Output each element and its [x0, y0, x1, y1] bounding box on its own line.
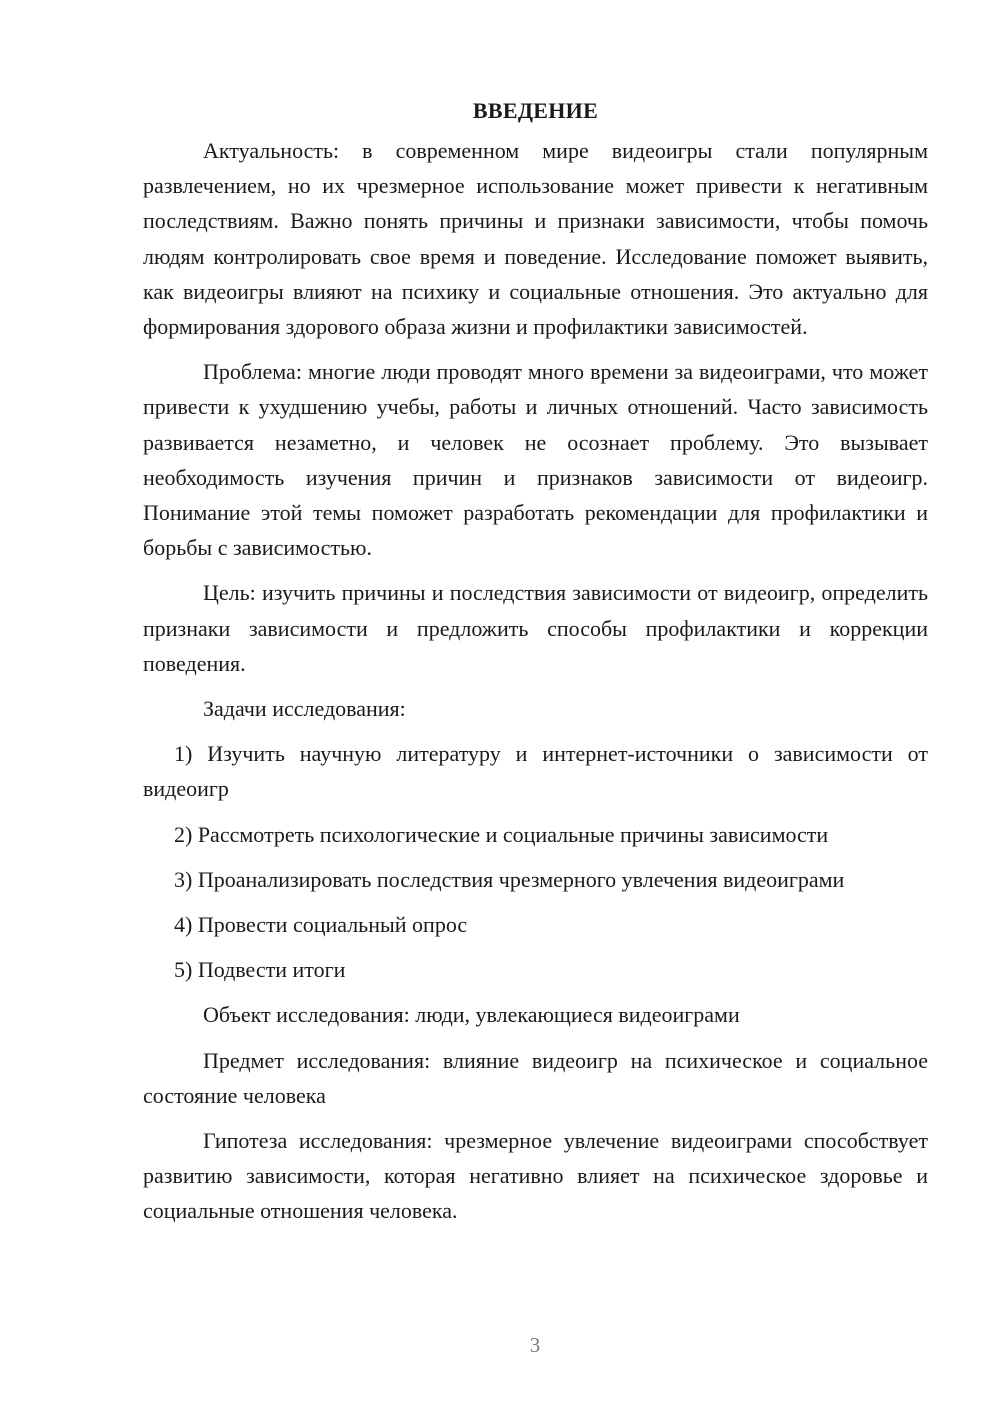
- page-number: 3: [529, 1333, 541, 1357]
- research-hypothesis: Гипотеза исследования: чрезмерное увлечение видеоиграми способствует развитию зависимости, которая негативно влияет на психическое здоровье и социальные отношения человека.: [143, 1128, 928, 1224]
- goal-paragraph: Цель: изучить причины и последствия зависимости от видеоигр, определить признаки зависимости и предложить способы профилактики и коррекции поведения.: [143, 580, 928, 676]
- document-page: [143, 95, 928, 1239]
- problem-paragraph: Проблема: многие люди проводят много времени за видеоиграми, что может привести к ухудшению учебы, работы и личных отношений. Часто зависимость развивается незаметно, и человек не осознает проблему. Это вызывает необходимость изучения причин и признаков зависимости от видеоигр. Понимание этой темы поможет разработать рекомендации для профилактики и борьбы с зависимостью.: [143, 359, 928, 561]
- task-item: 5) Подвести итоги: [174, 957, 346, 983]
- tasks-heading: Задачи исследования:: [203, 696, 406, 722]
- section-title: ВВЕДЕНИЕ: [472, 98, 599, 123]
- task-item: 4) Провести социальный опрос: [174, 912, 468, 938]
- task-item: 3) Проанализировать последствия чрезмерного увлечения видеоиграми: [174, 866, 845, 892]
- task-item: 2) Рассмотреть психологические и социальные причины зависимости: [174, 821, 829, 847]
- relevance-paragraph: Актуальность: в современном мире видеоигры стали популярным развлечением, но их чрезмерное использование может привести к негативным последствиям. Важно понять причины и признаки зависимости, чтобы помочь людям контролировать свое время и поведение. Исследование поможет выявить, как видеоигры влияют на психику и социальные отношения. Это актуально для формирования здорового образа жизни и профилактики зависимостей.: [143, 138, 928, 340]
- research-object: Объект исследования: люди, увлекающиеся видеоиграми: [203, 1002, 740, 1028]
- research-subject: Предмет исследования: влияние видеоигр на психическое и социальное состояние человека: [143, 1047, 928, 1108]
- task-item: 1) Изучить научную литературу и интернет-источники о зависимости от видеоигр: [143, 741, 928, 802]
